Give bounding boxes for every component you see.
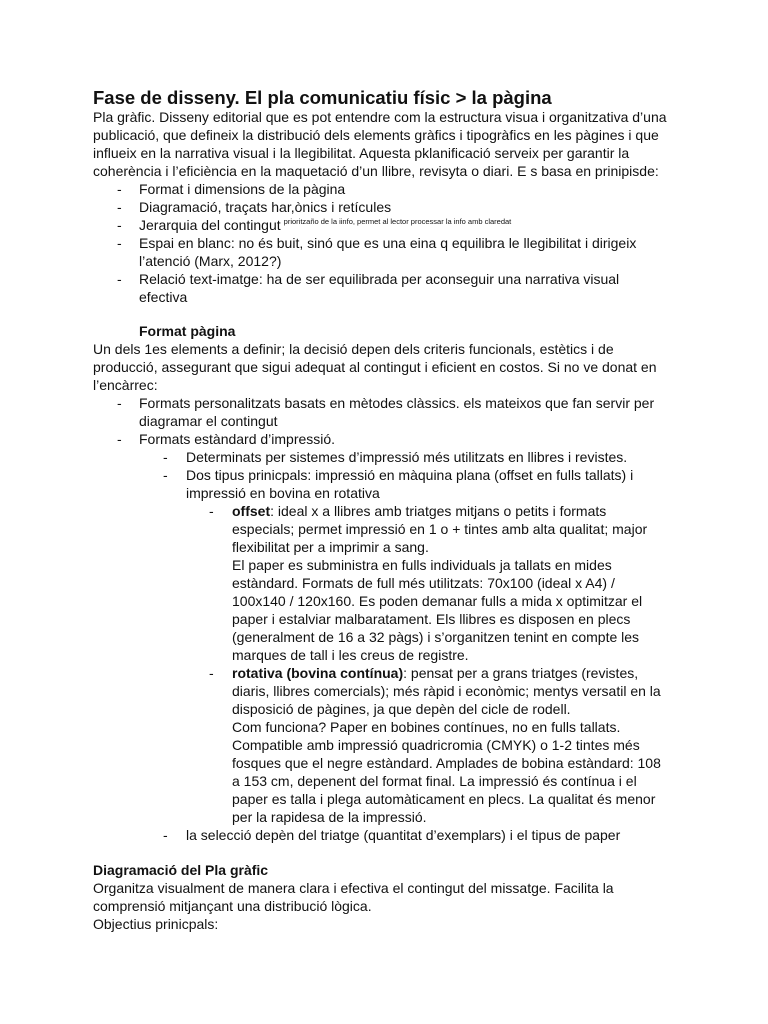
principle-item-label: Jerarquia del contingut	[139, 217, 281, 233]
rotativa-line: per la rapidesa de la impressió.	[232, 809, 427, 825]
paragraph-line: Objectius prinicpals:	[93, 916, 219, 932]
intro-line: coherència i l’eficiència en la maquetació d’un llibre, revisyta o diari. E s basa en prinipisde:	[93, 163, 659, 179]
rotativa-text: : pensat per a grans triatges (revistes,	[403, 665, 639, 681]
bullet-dash: -	[117, 271, 122, 287]
sub-sub-list-item	[232, 664, 638, 682]
principle-item-cont: efectiva	[139, 289, 188, 305]
bullet-dash: -	[117, 181, 122, 197]
rotativa-line: fosques que el negre estàndard. Amplades de bobina estàndard: 108	[232, 755, 661, 771]
bullet-dash: -	[163, 449, 168, 465]
section-heading: Format pàgina	[139, 323, 236, 339]
sub-list-item-cont: impressió en bovina en rotativa	[186, 485, 380, 501]
intro-line: influeix en la narrativa visual i la llegibilitat. Aquesta pklanificació serveix per garantir la	[93, 145, 630, 161]
offset-line: especials; permet impressió en 1 o + tintes amb alta qualitat; major	[232, 521, 648, 537]
list-item-cont: diagramar el contingut	[139, 413, 278, 429]
paragraph-line: comprensió mitjançant una distribució lògica.	[93, 898, 372, 914]
paragraph-line: Un dels 1es elements a definir; la decisió depen dels criteris funcionals, estètics i de	[93, 341, 614, 357]
bullet-dash: -	[117, 235, 122, 251]
bullet-dash: -	[209, 503, 214, 519]
bullet-dash: -	[117, 395, 122, 411]
page-title: Fase de disseny. El pla comunicatiu físic > la pàgina	[93, 87, 552, 108]
offset-line: (generalment de 16 a 32 pàgs) i s’organitzen tenint en compte les	[232, 629, 640, 645]
bullet-dash: -	[209, 665, 214, 681]
sub-sub-list-item	[232, 502, 606, 520]
intro-line: Pla gràfic. Disseny editorial que es pot entendre com la estructura visua i organitzativa d’una	[93, 109, 667, 125]
offset-line: 100x140 / 120x160. Es poden demanar fulls a mida x optimitzar el	[232, 593, 643, 609]
rotativa-line: diaris, llibres comercials); més ràpid i econòmic; mentys versatil en la	[232, 683, 661, 699]
sub-list-item: Dos tipus prinicpals: impressió en màquina plana (offset en fulls tallats) i	[186, 467, 634, 483]
bullet-dash: -	[163, 827, 168, 843]
superscript-note: prioritzaño de la iinfo, permet al lector processar la info amb claredat	[283, 217, 512, 226]
bullet-dash: -	[117, 199, 122, 215]
paragraph-line: producció, assegurant que sigui adequat al contingut i eficient en costos. Si no ve donat en	[93, 359, 657, 375]
rotativa-term: rotativa (bovina contínua)	[232, 665, 404, 681]
paragraph-line: Organitza visualment de manera clara i efectiva el contingut del missatge. Facilita la	[93, 880, 614, 896]
rotativa-line: disposició de pàgines, ja que depèn del cicle de rodell.	[232, 701, 571, 717]
principle-item: Diagramació, traçats har,ònics i retícules	[139, 199, 392, 215]
list-item: Formats personalitzats basats en mètodes clàssics. els mateixos que fan servir per	[139, 395, 655, 411]
offset-line: marques de tall i les creus de registre.	[232, 647, 469, 663]
section-heading: Diagramació del Pla gràfic	[93, 862, 269, 878]
bullet-dash: -	[117, 431, 122, 447]
intro-line: publicació, que defineix la distribució dels elements gràfics i tipogràfics en les pàgines i que	[93, 127, 659, 143]
list-item: Formats estàndard d’impressió.	[139, 431, 336, 447]
sub-list-item: la selecció depèn del triatge (quantitat d’exemplars) i el tipus de paper	[186, 827, 621, 843]
offset-line: El paper es subministra en fulls individuals ja tallats en mides	[232, 557, 612, 573]
principle-item: Espai en blanc: no és buit, sinó que es una eina q equilibra le llegibilitat i dirigeix	[139, 235, 637, 251]
offset-line: flexibilitat per a imprimir a sang.	[232, 539, 429, 555]
principle-item-cont: l’atenció (Marx, 2012?)	[139, 253, 282, 269]
rotativa-line: paper es talla i plega automàticament en plecs. La qualitat és menor	[232, 791, 656, 807]
offset-text: : ideal x a llibres amb triatges mitjans o petits i formats	[270, 503, 607, 519]
offset-line: paper i estalviar malbaratament. Els llibres es disposen en plecs	[232, 611, 631, 627]
offset-line: estàndard. Formats de full més utilitzats: 70x100 (ideal x A4) /	[232, 575, 615, 591]
rotativa-line: a 153 cm, depenent del format final. La impressió és contínua i el	[232, 773, 637, 789]
sub-list-item: Determinats per sistemes d’impressió més utilitzats en llibres i revistes.	[186, 449, 628, 465]
bullet-dash: -	[163, 467, 168, 483]
principle-item: Relació text-imatge: ha de ser equilibrada per aconseguir una narrativa visual	[139, 271, 620, 287]
bullet-dash: -	[117, 217, 122, 233]
offset-term: offset	[232, 503, 271, 519]
paragraph-line: l’encàrrec:	[93, 377, 158, 393]
rotativa-line: Compatible amb impressió quadricromia (CMYK) o 1-2 tintes més	[232, 737, 640, 753]
rotativa-line: Com funciona? Paper en bobines contínues, no en fulls tallats.	[232, 719, 621, 735]
principle-item: Format i dimensions de la pàgina	[139, 181, 346, 197]
